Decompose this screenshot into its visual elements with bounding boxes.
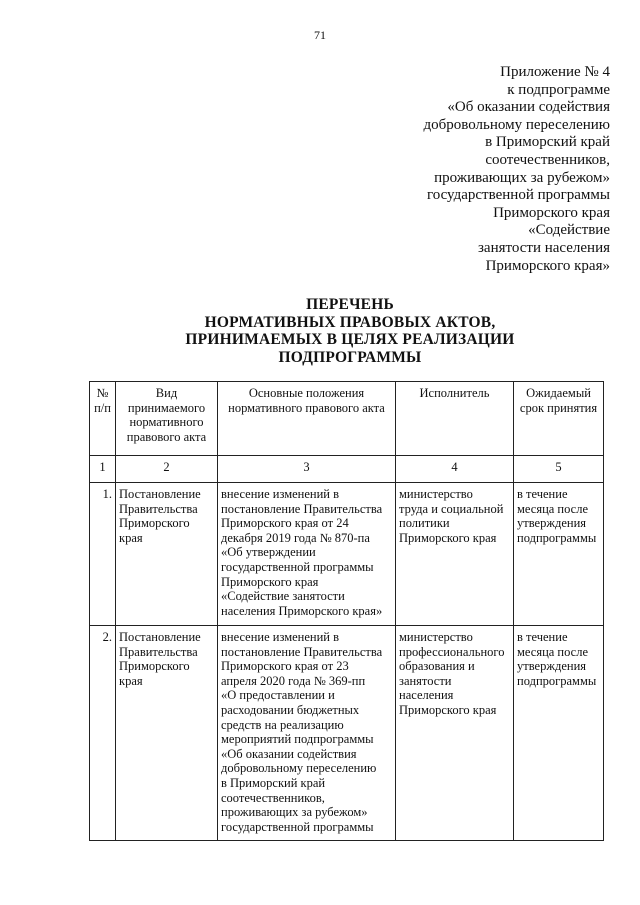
cell-text: Приморского края от 23 bbox=[221, 659, 349, 674]
cell-text: образования и bbox=[399, 659, 475, 674]
header-text: № bbox=[96, 386, 109, 400]
appendix-block bbox=[310, 64, 610, 275]
appendix-line: соотечественников, bbox=[485, 151, 610, 168]
header-text: нормативного bbox=[129, 415, 204, 430]
cell-text: апреля 2020 года № 369-пп bbox=[221, 673, 366, 688]
header-deadline bbox=[514, 382, 604, 456]
cell-text: мероприятий подпрограммы bbox=[221, 732, 374, 747]
appendix-line: к подпрограмме bbox=[507, 81, 610, 98]
cell-text: расходовании бюджетных bbox=[221, 702, 360, 717]
header-text: Вид bbox=[155, 386, 178, 400]
cell-text: населения bbox=[399, 688, 454, 703]
cell-text: утверждения bbox=[517, 516, 587, 531]
cell-text: политики bbox=[399, 516, 450, 531]
header-text: Ожидаемый bbox=[526, 386, 591, 400]
act-type-cell bbox=[116, 483, 218, 626]
column-number: 2 bbox=[116, 456, 218, 483]
cell-text: Правительства bbox=[119, 644, 198, 659]
cell-text: Приморского края bbox=[221, 574, 319, 589]
header-text: Исполнитель bbox=[419, 386, 490, 400]
executor-cell bbox=[396, 483, 514, 626]
provisions-cell bbox=[218, 626, 396, 841]
cell-text: постановление Правительства bbox=[221, 501, 383, 516]
title-line: ПРИНИМАЕМЫХ В ЦЕЛЯХ РЕАЛИЗАЦИИ bbox=[185, 331, 515, 348]
cell-text: края bbox=[119, 530, 143, 545]
cell-text: Постановление bbox=[119, 630, 201, 644]
cell-text: населения Приморского края» bbox=[221, 603, 383, 618]
legal-acts-table bbox=[89, 381, 604, 841]
header-text: правового акта bbox=[126, 429, 207, 444]
appendix-line: проживающих за рубежом» bbox=[434, 169, 610, 186]
cell-text: министерство bbox=[399, 487, 473, 501]
cell-text: государственной программы bbox=[221, 819, 374, 834]
provisions-cell bbox=[218, 483, 396, 626]
column-number-row bbox=[90, 456, 604, 483]
appendix-line: государственной программы bbox=[426, 187, 610, 204]
cell-text: Приморского края bbox=[399, 702, 497, 717]
header-text: срок принятия bbox=[519, 400, 598, 415]
header-text: принимаемого bbox=[127, 400, 206, 415]
cell-text: государственной программы bbox=[221, 559, 374, 574]
cell-text: постановление Правительства bbox=[221, 644, 383, 659]
cell-text: министерство bbox=[399, 630, 473, 644]
cell-text: декабря 2019 года № 870-па bbox=[221, 530, 370, 545]
cell-text: «Об оказании содействия bbox=[221, 746, 357, 761]
appendix-line: Приложение № 4 bbox=[500, 64, 610, 80]
appendix-line: «Об оказании содействия bbox=[447, 99, 610, 116]
appendix-line: Приморского края bbox=[493, 204, 610, 221]
document-title bbox=[0, 296, 640, 366]
cell-text: края bbox=[119, 673, 143, 688]
cell-text: средств на реализацию bbox=[221, 717, 344, 732]
header-number bbox=[90, 382, 116, 456]
cell-text: соотечественников, bbox=[221, 790, 325, 805]
cell-text: «О предоставлении и bbox=[221, 688, 335, 703]
cell-text: занятости bbox=[399, 673, 452, 688]
column-number: 4 bbox=[396, 456, 514, 483]
header-act-type bbox=[116, 382, 218, 456]
header-provisions bbox=[218, 382, 396, 456]
title-line: ПЕРЕЧЕНЬ bbox=[306, 296, 394, 313]
act-type-cell bbox=[116, 626, 218, 841]
cell-text: «Содействие занятости bbox=[221, 589, 345, 604]
header-text: Основные положения bbox=[248, 386, 365, 400]
cell-text: в течение bbox=[517, 487, 568, 501]
cell-text: «Об утверждении bbox=[221, 545, 316, 560]
cell-text: Постановление bbox=[119, 487, 201, 501]
page-number: 71 bbox=[314, 28, 326, 42]
cell-text: внесение изменений в bbox=[221, 487, 339, 501]
table-header-row bbox=[90, 382, 604, 456]
appendix-line: Приморского края» bbox=[485, 257, 610, 274]
cell-text: в Приморский край bbox=[221, 775, 326, 790]
row-number: 1. bbox=[90, 483, 116, 626]
appendix-line: занятости населения bbox=[477, 239, 610, 256]
cell-text: подпрограммы bbox=[517, 673, 597, 688]
cell-text: Приморского bbox=[119, 659, 190, 674]
cell-text: добровольному переселению bbox=[221, 761, 377, 776]
cell-text: Приморского края bbox=[399, 530, 497, 545]
cell-text: утверждения bbox=[517, 659, 587, 674]
header-executor bbox=[396, 382, 514, 456]
executor-cell bbox=[396, 626, 514, 841]
cell-text: внесение изменений в bbox=[221, 630, 339, 644]
cell-text: месяца после bbox=[517, 644, 589, 659]
cell-text: подпрограммы bbox=[517, 530, 597, 545]
appendix-line: «Содействие bbox=[528, 222, 610, 239]
cell-text: проживающих за рубежом» bbox=[221, 805, 368, 820]
cell-text: в течение bbox=[517, 630, 568, 644]
title-line: ПОДПРОГРАММЫ bbox=[278, 348, 422, 366]
column-number: 3 bbox=[218, 456, 396, 483]
cell-text: труда и социальной bbox=[399, 501, 504, 516]
row-number: 2. bbox=[90, 626, 116, 841]
cell-text: профессионального bbox=[399, 644, 505, 659]
appendix-line: добровольному переселению bbox=[423, 116, 610, 133]
title-line: НОРМАТИВНЫХ ПРАВОВЫХ АКТОВ, bbox=[204, 313, 496, 331]
table-row bbox=[90, 483, 604, 626]
column-number: 1 bbox=[90, 456, 116, 483]
deadline-cell bbox=[514, 626, 604, 841]
cell-text: Правительства bbox=[119, 501, 198, 516]
deadline-cell bbox=[514, 483, 604, 626]
cell-text: Приморского bbox=[119, 516, 190, 531]
table-row bbox=[90, 626, 604, 841]
cell-text: Приморского края от 24 bbox=[221, 516, 349, 531]
cell-text: месяца после bbox=[517, 501, 589, 516]
header-text: нормативного правового акта bbox=[228, 400, 385, 415]
header-text: п/п bbox=[94, 400, 111, 415]
column-number: 5 bbox=[514, 456, 604, 483]
appendix-line: в Приморский край bbox=[485, 134, 610, 151]
